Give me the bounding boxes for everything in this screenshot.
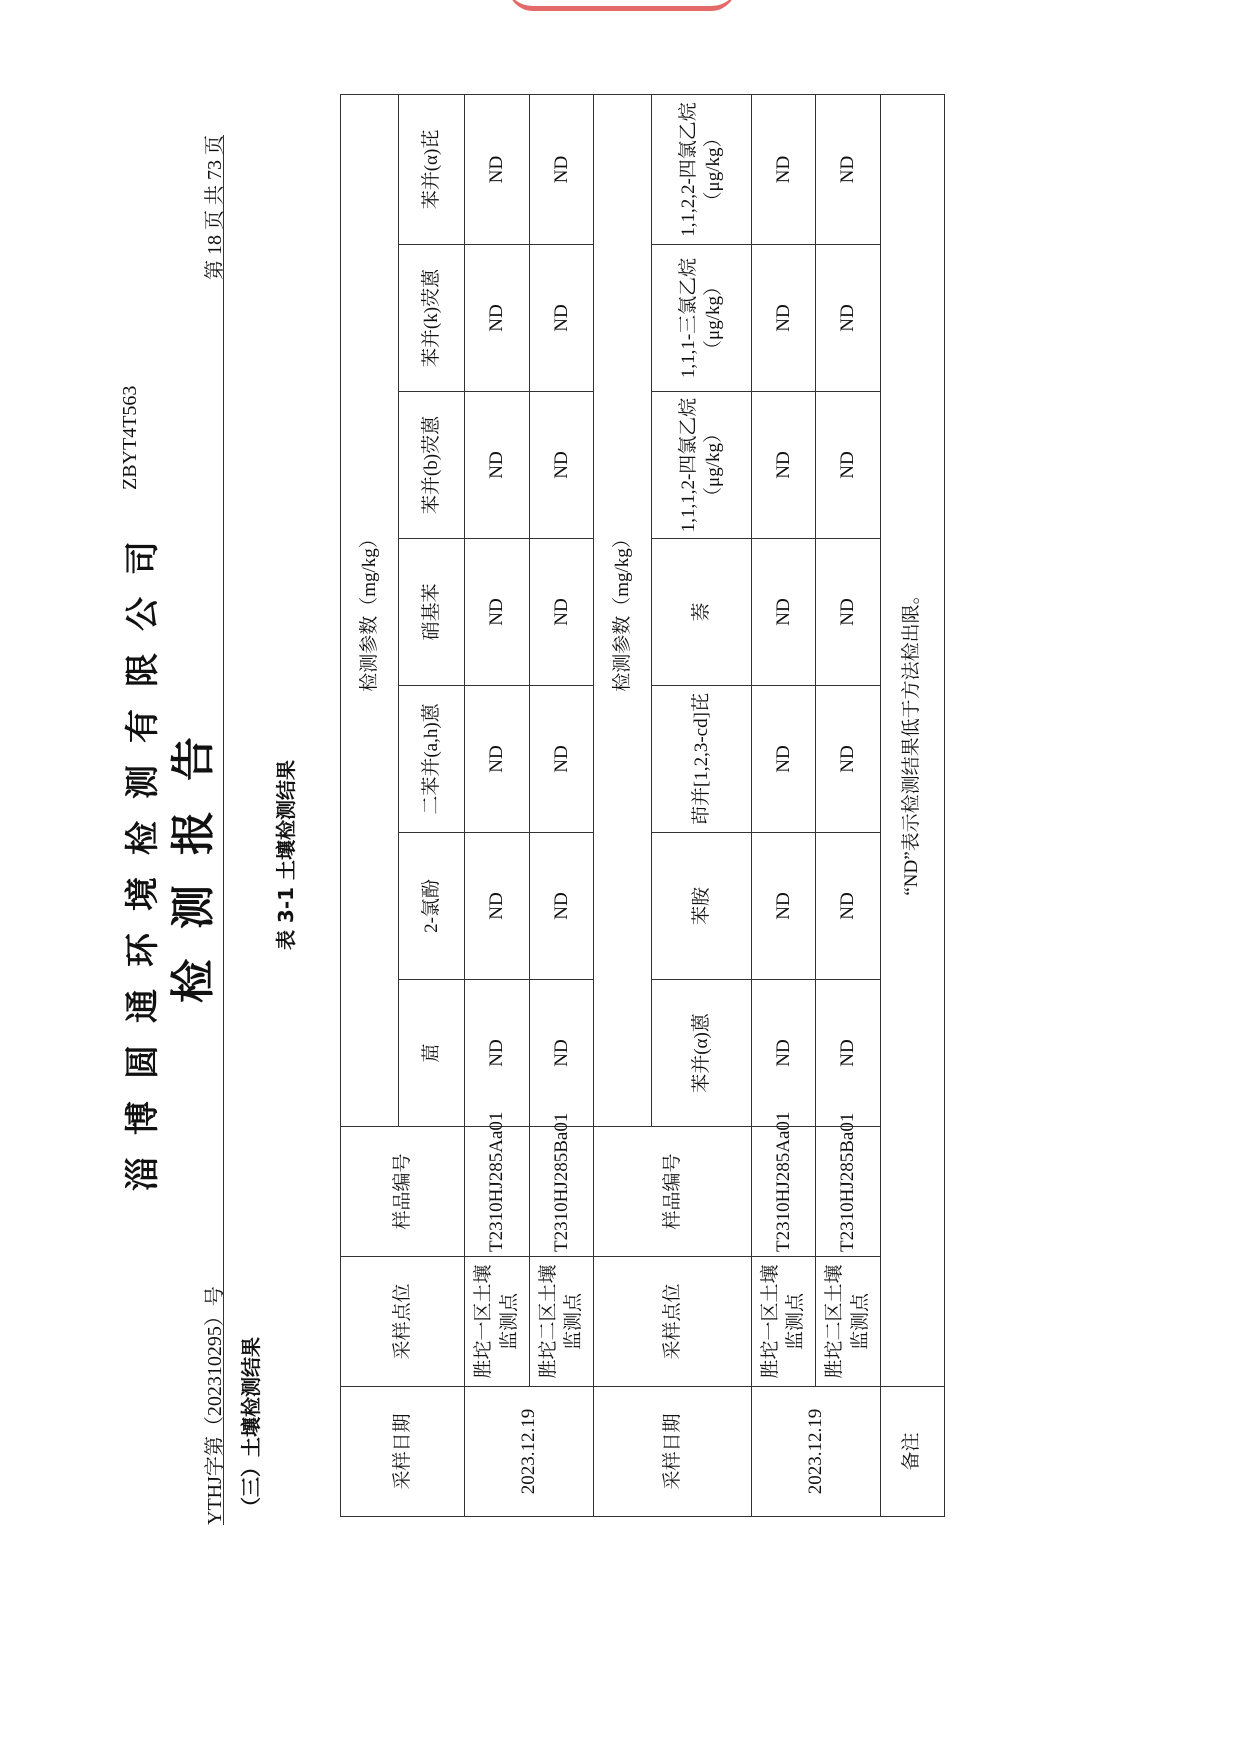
param-header: 苯胺 bbox=[651, 833, 751, 980]
cell-value: ND bbox=[816, 392, 880, 539]
cell-value: ND bbox=[816, 833, 880, 980]
table-row bbox=[751, 94, 815, 1516]
cell-sample: T2310HJ285Ba01 bbox=[529, 1127, 593, 1257]
remark-row bbox=[880, 94, 944, 1516]
cell-value: ND bbox=[816, 980, 880, 1127]
header-sample-id: 样品编号 bbox=[341, 1127, 465, 1257]
cell-site: 胜坨二区土壤监测点 bbox=[816, 1257, 880, 1387]
cell-value: ND bbox=[529, 539, 593, 686]
param-header: 䓛 bbox=[398, 980, 465, 1127]
remark-label: 备注 bbox=[880, 1387, 944, 1517]
cell-value: ND bbox=[751, 539, 815, 686]
cell-value: ND bbox=[751, 686, 815, 833]
cell-value: ND bbox=[751, 392, 815, 539]
cell-value: ND bbox=[465, 980, 529, 1127]
param-header: 1,1,2,2-四氯乙烷（μg/kg） bbox=[651, 94, 751, 244]
soil-results-table bbox=[340, 94, 945, 1517]
table-caption: 表 3-1 土壤检测结果 bbox=[274, 759, 298, 951]
page-number: 第 18 页 共 73 页 bbox=[204, 135, 226, 280]
param-header: 苯并(k)荧蒽 bbox=[398, 245, 465, 392]
cell-value: ND bbox=[751, 245, 815, 392]
param-header: 苯并(b)荧蒽 bbox=[398, 392, 465, 539]
cell-value: ND bbox=[465, 94, 529, 244]
cell-value: ND bbox=[529, 392, 593, 539]
cell-value: ND bbox=[529, 686, 593, 833]
company-name: 淄博圆通环境检测有限公司 bbox=[123, 519, 163, 1191]
cell-value: ND bbox=[465, 392, 529, 539]
table-row bbox=[816, 94, 880, 1516]
report-code: ZBYT4T563 bbox=[119, 385, 141, 490]
cell-value: ND bbox=[465, 539, 529, 686]
param-header: 萘 bbox=[651, 539, 751, 686]
red-stamp-fragment bbox=[508, 0, 736, 11]
param-header: 1,1,1-三氯乙烷（μg/kg） bbox=[651, 245, 751, 392]
remark-text: “ND”表示检测结果低于方法检出限。 bbox=[880, 94, 944, 1386]
header-sampling-date: 采样日期 bbox=[594, 1387, 752, 1517]
rotated-report-page bbox=[85, 85, 1135, 1625]
cell-value: ND bbox=[465, 245, 529, 392]
header-divider bbox=[223, 135, 224, 1525]
header-sampling-site: 采样点位 bbox=[341, 1257, 465, 1387]
cell-value: ND bbox=[816, 686, 880, 833]
param-header: 苯并(α)芘 bbox=[398, 94, 465, 244]
cell-value: ND bbox=[751, 94, 815, 244]
param-header: 苯并(α)蒽 bbox=[651, 980, 751, 1127]
cell-date: 2023.12.19 bbox=[751, 1387, 880, 1517]
cell-value: ND bbox=[529, 833, 593, 980]
doc-number: YTHJ字第（202310295）号 bbox=[204, 1286, 226, 1525]
report-title: 检测报告 bbox=[168, 707, 219, 1003]
cell-value: ND bbox=[816, 94, 880, 244]
cell-site: 胜坨一区土壤监测点 bbox=[465, 1257, 529, 1387]
param-header: 二苯并(a,h)蒽 bbox=[398, 686, 465, 833]
cell-value: ND bbox=[529, 980, 593, 1127]
cell-value: ND bbox=[465, 686, 529, 833]
param-header: 2-氯酚 bbox=[398, 833, 465, 980]
cell-date: 2023.12.19 bbox=[465, 1387, 594, 1517]
cell-sample: T2310HJ285Aa01 bbox=[465, 1127, 529, 1257]
param-header: 硝基苯 bbox=[398, 539, 465, 686]
header-sampling-date: 采样日期 bbox=[341, 1387, 465, 1517]
header-sample-id: 样品编号 bbox=[594, 1127, 752, 1257]
table-row bbox=[465, 94, 529, 1516]
cell-site: 胜坨一区土壤监测点 bbox=[751, 1257, 815, 1387]
cell-value: ND bbox=[751, 833, 815, 980]
header-sampling-site: 采样点位 bbox=[594, 1257, 752, 1387]
header-parameters-group-2: 检测参数（mg/kg） bbox=[594, 94, 652, 1126]
header-parameters-group-1: 检测参数（mg/kg） bbox=[341, 94, 399, 1126]
cell-value: ND bbox=[465, 833, 529, 980]
table-row bbox=[529, 94, 593, 1516]
cell-sample: T2310HJ285Aa01 bbox=[751, 1127, 815, 1257]
cell-value: ND bbox=[816, 245, 880, 392]
param-header: 1,1,1,2-四氯乙烷（μg/kg） bbox=[651, 392, 751, 539]
cell-value: ND bbox=[529, 94, 593, 244]
cell-sample: T2310HJ285Ba01 bbox=[816, 1127, 880, 1257]
cell-value: ND bbox=[529, 245, 593, 392]
cell-value: ND bbox=[751, 980, 815, 1127]
param-header: 茚并[1,2,3-cd]芘 bbox=[651, 686, 751, 833]
cell-site: 胜坨二区土壤监测点 bbox=[529, 1257, 593, 1387]
section-title: （三）土壤检测结果 bbox=[239, 1337, 263, 1517]
cell-value: ND bbox=[816, 539, 880, 686]
